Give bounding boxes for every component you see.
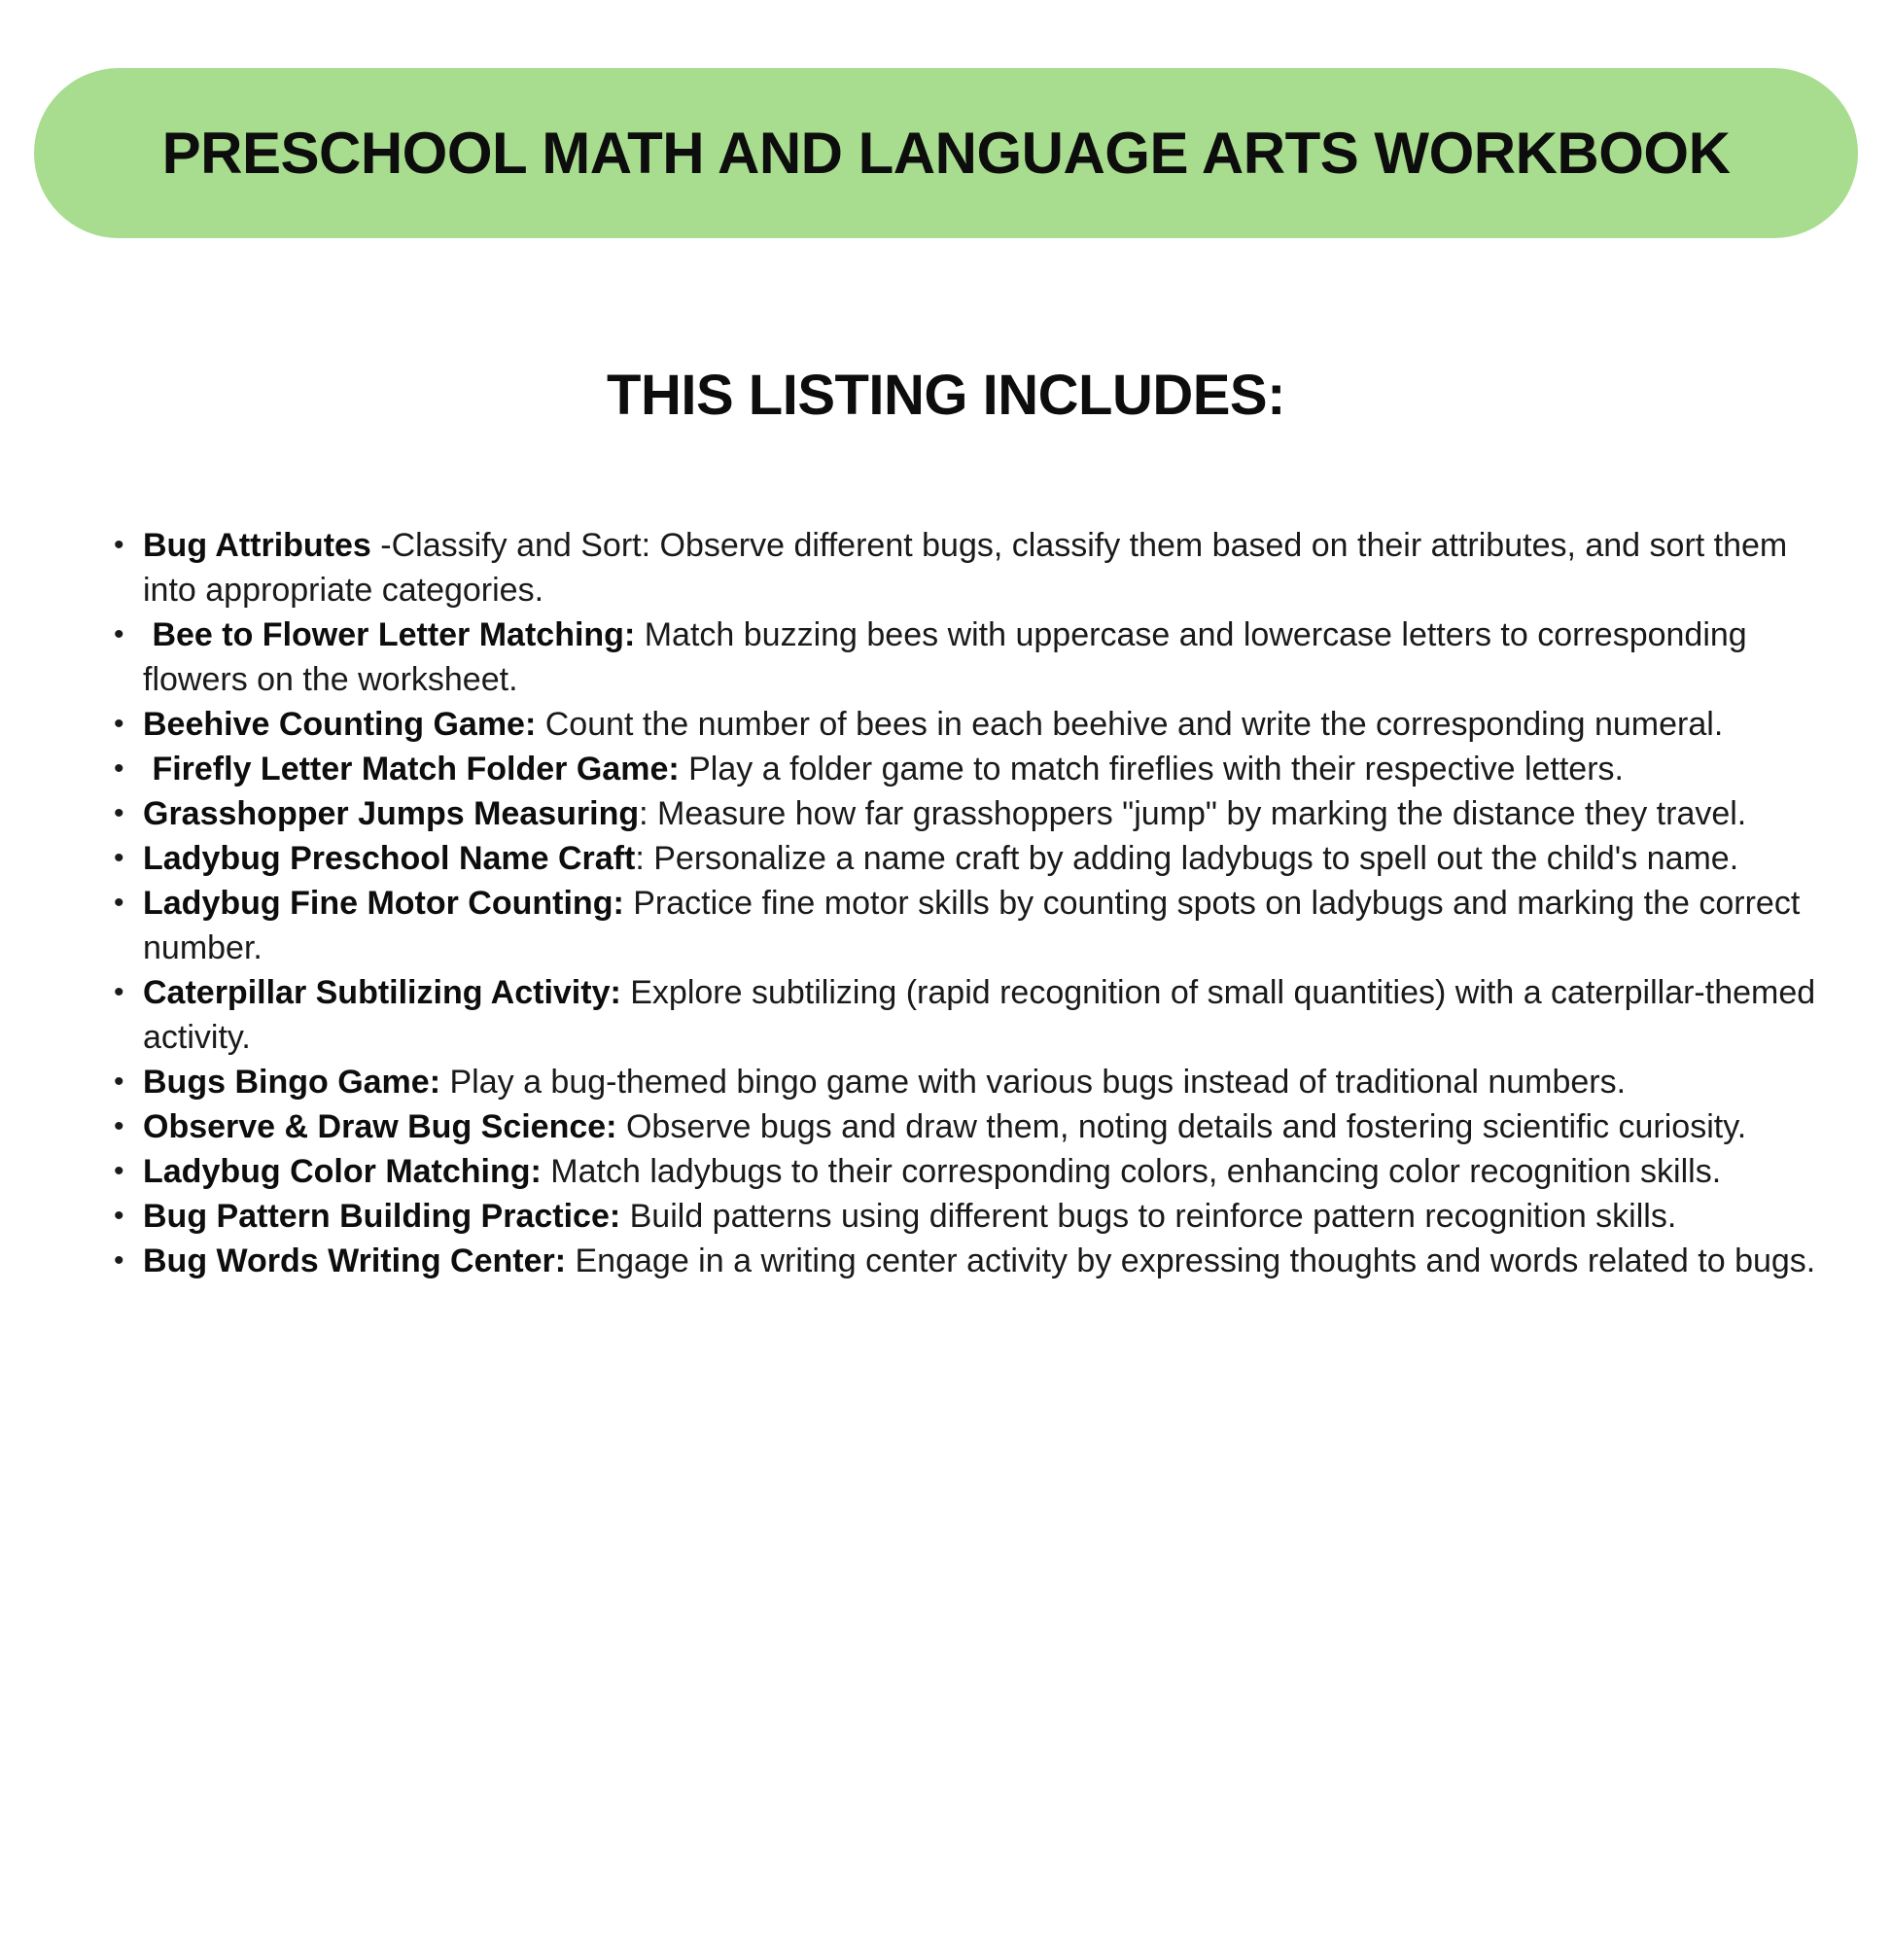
item-title: Grasshopper Jumps Measuring [143, 795, 640, 832]
item-description: Count the number of bees in each beehive and write the corresponding numeral. [536, 706, 1724, 743]
item-description: Match ladybugs to their corresponding colors, enhancing color recognition skills. [541, 1153, 1722, 1190]
item-title: Observe & Draw Bug Science: [143, 1108, 617, 1145]
list-item [112, 1060, 1839, 1104]
list-item [112, 1104, 1839, 1149]
list-item [112, 791, 1839, 836]
header-pill [34, 68, 1858, 238]
list-item [112, 836, 1839, 881]
item-title: Ladybug Fine Motor Counting: [143, 885, 624, 922]
item-description: Play a folder game to match fireflies with their respective letters. [679, 751, 1624, 788]
item-title: Bug Words Writing Center: [143, 1242, 567, 1279]
item-description: Build patterns using different bugs to reinforce pattern recognition skills. [620, 1198, 1677, 1235]
item-title: Beehive Counting Game: [143, 706, 537, 743]
list-item [112, 1239, 1839, 1283]
list-item [112, 523, 1839, 612]
item-description: Play a bug-themed bingo game with various bugs instead of traditional numbers. [440, 1064, 1627, 1101]
page [0, 68, 1892, 1960]
list-item [112, 747, 1839, 791]
list-item [112, 612, 1839, 702]
item-description: : Measure how far grasshoppers "jump" by marking the distance they travel. [639, 795, 1747, 832]
activity-list [0, 523, 1839, 1283]
item-description: Match buzzing bees with uppercase and lowercase letters to corresponding flowers on the worksheet. [143, 616, 1757, 698]
item-title: Bugs Bingo Game: [143, 1064, 441, 1101]
item-title: Bee to Flower Letter Matching: [143, 616, 636, 653]
item-title: Firefly Letter Match Folder Game: [143, 751, 680, 788]
item-description: Explore subtilizing (rapid recognition of small quantities) with a caterpillar-themed activity. [143, 974, 1825, 1056]
item-title: Bug Attributes [143, 527, 371, 564]
item-title: Ladybug Color Matching: [143, 1153, 542, 1190]
list-item [112, 970, 1839, 1060]
item-description: Engage in a writing center activity by expressing thoughts and words related to bugs. [566, 1242, 1816, 1279]
item-title: Caterpillar Subtilizing Activity: [143, 974, 621, 1011]
item-description: Practice fine motor skills by counting spots on ladybugs and marking the correct number. [143, 885, 1809, 966]
list-item [112, 881, 1839, 970]
list-item [112, 1194, 1839, 1239]
item-title: Ladybug Preschool Name Craft [143, 840, 636, 877]
item-title: Bug Pattern Building Practice: [143, 1198, 621, 1235]
item-description: : Personalize a name craft by adding ladybugs to spell out the child's name. [635, 840, 1739, 877]
item-description: -Classify and Sort: Observe different bugs, classify them based on their attributes, and sort them into appropriate categories. [143, 527, 1797, 609]
header-title: PRESCHOOL MATH AND LANGUAGE ARTS WORKBOOK [161, 121, 1731, 186]
list-item [112, 702, 1839, 747]
item-description: Observe bugs and draw them, noting details and fostering scientific curiosity. [616, 1108, 1747, 1145]
section-heading: THIS LISTING INCLUDES: [607, 364, 1285, 427]
list-item [112, 1149, 1839, 1194]
